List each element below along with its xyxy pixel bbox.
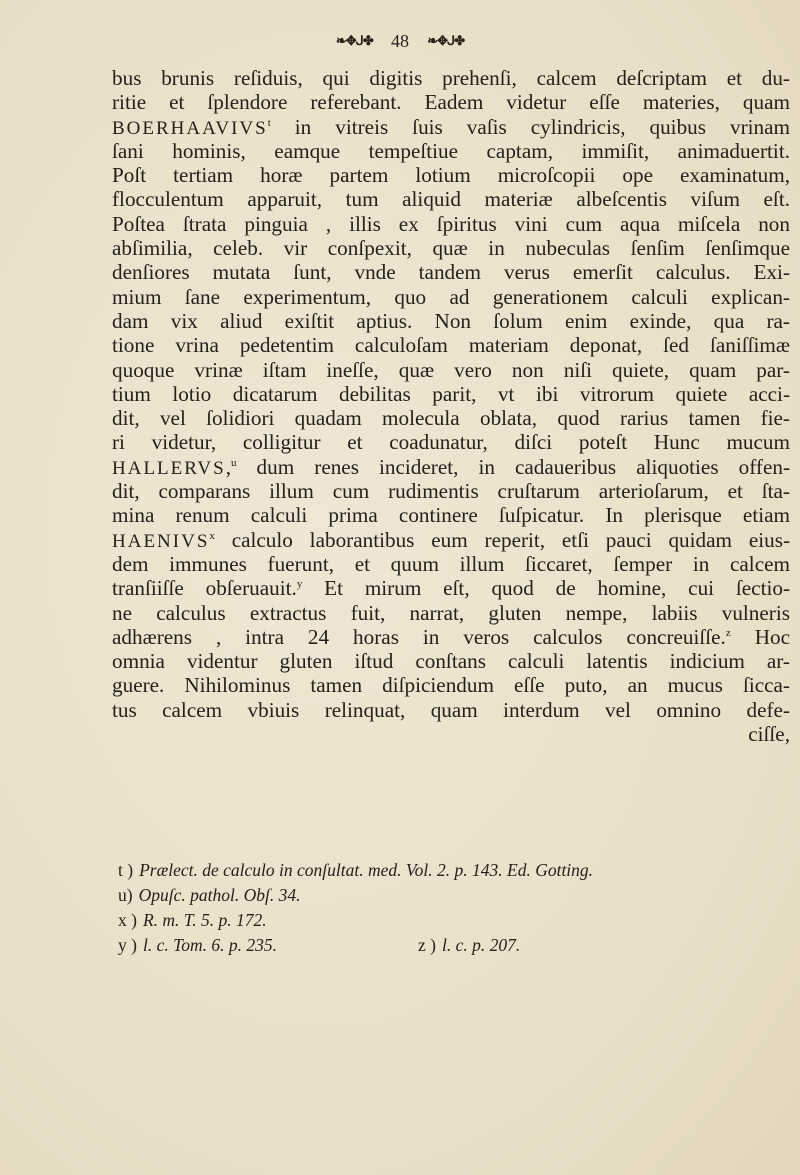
footnote: x ) R. m. T. 5. p. 172. (118, 910, 267, 930)
footnote: y ) l. c. Tom. 6. p. 235. (118, 935, 277, 955)
footnote-ref: z (725, 626, 731, 639)
text-line: mina renum calculi prima continere ſuſpicatur. In plerisque etiam (112, 503, 790, 528)
text-line: Poſtea ſtrata pinguia , illis ex ſpiritus vini cum aqua miſcela non (112, 211, 790, 236)
text-line: dit, vel ſolidiori quadam molecula oblata, quod rarius tamen fie- (112, 406, 790, 431)
text-line: HAENIVS$^x$ calculo laborantibus eum reperit, etſi pauci quidam eius- (112, 527, 791, 552)
page-header (0, 30, 800, 52)
footnote-ref: x (209, 529, 215, 542)
text-line: tus calcem vbiuis relinquat, quam interdum vel omnino defe- (112, 697, 790, 722)
text-line: guere. Nihilominus tamen diſpiciendum eſſe puto, an mucus ſicca- (112, 673, 790, 698)
footnote-row (118, 933, 788, 958)
text-line: BOERHAAVIVS$^t$ in vitreis ſuis vaſis cylindricis, quibus vrinam (112, 114, 790, 139)
text-line: omnia videntur gluten iſtud conſtans calculi latentis indicium ar- (112, 649, 790, 674)
author-name: HALLERVS (112, 457, 226, 479)
text-line: ri videtur, colligitur et coadunatur, diſci poteſt Hunc mucum (112, 430, 790, 455)
text-line: mium ſane experimentum, quo ad generationem calculi explican- (112, 284, 790, 309)
ornament-left-icon: ❧✥ᒍ✤ (335, 33, 373, 49)
text-line: Poſt tertiam horæ partem lotium microſcopii ope examinatum, (112, 163, 790, 188)
footnote-ref: t (267, 116, 271, 129)
footnote-ref: u (231, 456, 237, 469)
footnote: t ) Prælect. de calculo in conſultat. med. Vol. 2. p. 143. Ed. Gotting. (118, 860, 594, 880)
text-line: adhærens , intra 24 horas in veros calculos concreuiſſe.$^z$ Hoc (112, 624, 790, 649)
footnote: u) Opuſc. pathol. Obſ. 34. (118, 885, 301, 905)
author-name: HAENIVS (112, 530, 210, 552)
text-line: ne calculus extractus fuit, narrat, gluten nempe, labiis vulneris (112, 600, 790, 625)
text-line: tione vrina pedetentim calculoſam materiam deponat, ſed ſaniſſimæ (112, 333, 790, 358)
footnotes (118, 858, 788, 958)
text-line: dit, comparans illum cum rudimentis cruſtarum arterioſarum, et ſta- (112, 479, 790, 504)
footnote: z ) l. c. p. 207. (418, 935, 521, 955)
catchword: ciſſe, (748, 722, 790, 747)
page-number: 48 (391, 30, 409, 51)
text-line: bus brunis reſiduis, qui digitis prehenſi, calcem deſcriptam et du- (112, 66, 790, 90)
text-line: quoque vrinæ iſtam ineſſe, quæ vero non niſi quiete, quam par- (112, 357, 790, 382)
main-text (112, 66, 790, 746)
footnote-ref: y (296, 578, 303, 591)
text-line: abſimilia, celeb. vir conſpexit, quæ in nubeculas ſenſim ſenſimque (112, 236, 790, 261)
text-line: tranſiiſſe obſeruauit.$^y$ Et mirum eſt, quod de homine, cui ſectio- (112, 576, 790, 601)
text-line: dam vix aliud exiſtit aptius. Non ſolum enim exinde, qua ra- (112, 308, 790, 333)
text-line: tium lotio dicatarum debilitas parit, vt ibi vitrorum quiete acci- (112, 381, 790, 406)
text-line: denſiores mutata ſunt, vnde tandem verus emerſit calculus. Exi- (112, 260, 790, 285)
text-line: ritie et ſplendore referebant. Eadem videtur eſſe materies, quam (112, 90, 790, 115)
text-line: ſani hominis, eamque tempeſtiue captam, immiſit, animaduertit. (112, 138, 790, 163)
text-line: dem immunes fuerunt, et quum illum ſiccaret, ſemper in calcem (112, 551, 790, 576)
author-name: BOERHAAVIVS (112, 117, 268, 139)
text-line: flocculentum apparuit, tum aliquid materiæ albeſcentis viſum eſt. (112, 187, 790, 212)
text-line: HALLERVS,$^u$ dum renes incideret, in cadaueribus aliquoties offen- (112, 454, 790, 479)
ornament-right-icon: ❧✥ᒍ✤ (427, 33, 465, 49)
